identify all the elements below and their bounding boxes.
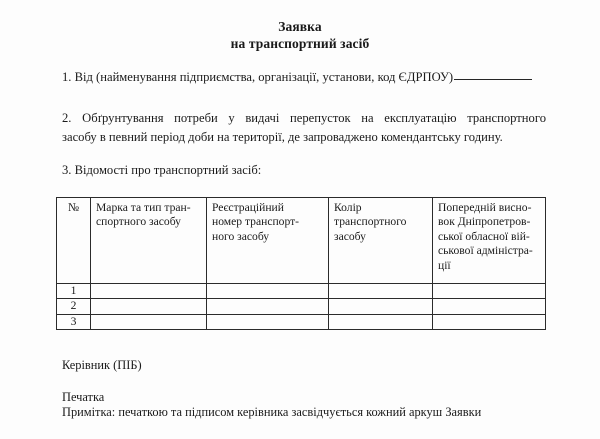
seal-label: Печатка: [62, 390, 105, 404]
table-row: [57, 299, 546, 314]
registration-number-cell[interactable]: [207, 284, 329, 299]
column-header-conclusion-lines: [438, 201, 541, 273]
clause-1-text: 1. Від (найменування підприємства, організації, установи, код ЄДРПОУ): [62, 70, 454, 84]
table-row: [57, 284, 546, 299]
column-header-color-lines: [334, 201, 428, 244]
page-title: [0, 18, 600, 52]
header-line: ської обласної вій-: [438, 229, 530, 243]
vehicle-table-wrapper: [56, 197, 545, 330]
table-row: [57, 314, 546, 329]
make-type-cell[interactable]: [91, 284, 207, 299]
footnote: Примітка: печаткою та підписом керівника засвідчується кожний аркуш Заявки: [62, 405, 482, 419]
color-cell[interactable]: [329, 299, 433, 314]
header-line: номер транспорт-: [212, 215, 300, 229]
registration-number-cell[interactable]: [207, 299, 329, 314]
clause-2: [62, 109, 546, 147]
header-line: Попередній висно-: [438, 201, 532, 214]
clause-1: [62, 68, 552, 87]
header-line: ного засобу: [212, 229, 270, 243]
header-line: спортного засобу: [96, 215, 181, 229]
signatory-label: Керівник (ПІБ): [62, 358, 142, 372]
fill-in-blank-line[interactable]: [454, 79, 532, 80]
row-number-cell: 2: [57, 299, 91, 314]
header-line: ції: [438, 258, 451, 272]
column-header-registration-number: [207, 198, 329, 284]
column-header-preliminary-conclusion: [433, 198, 546, 284]
color-cell[interactable]: [329, 314, 433, 329]
header-line: Колір: [334, 201, 362, 214]
header-line: вок Дніпропетров-: [438, 215, 531, 229]
header-line: транспортного: [334, 215, 407, 229]
conclusion-cell[interactable]: [433, 284, 546, 299]
conclusion-cell[interactable]: [433, 299, 546, 314]
header-line: ськової адміністра-: [438, 244, 533, 258]
row-number-cell: 1: [57, 284, 91, 299]
column-header-make-type-lines: [96, 201, 202, 230]
table-header-row: [57, 198, 546, 284]
clause-2-line-2: засобу в певний період доби на території, де запроваджено комендантську годину.: [62, 130, 503, 144]
color-cell[interactable]: [329, 284, 433, 299]
column-header-make-type: [91, 198, 207, 284]
make-type-cell[interactable]: [91, 299, 207, 314]
vehicle-table: [56, 197, 546, 330]
clause-2-line-1: 2. Обґрунтування потреби у видачі перепусток на експлуатацію транспортного: [62, 111, 546, 125]
table-body: [57, 284, 546, 330]
title-line-2: на транспортний засіб: [230, 36, 370, 51]
title-line-1: Заявка: [278, 19, 322, 34]
row-number-cell: 3: [57, 314, 91, 329]
column-header-registration-lines: [212, 201, 324, 244]
clause-3: 3. Відомості про транспортний засіб:: [62, 163, 262, 177]
make-type-cell[interactable]: [91, 314, 207, 329]
column-header-number: №: [57, 198, 91, 284]
column-header-color: [329, 198, 433, 284]
header-line: Марка та тип тран-: [96, 201, 191, 214]
registration-number-cell[interactable]: [207, 314, 329, 329]
conclusion-cell[interactable]: [433, 314, 546, 329]
header-line: Реєстраційний: [212, 201, 284, 214]
header-line: засобу: [334, 229, 366, 243]
